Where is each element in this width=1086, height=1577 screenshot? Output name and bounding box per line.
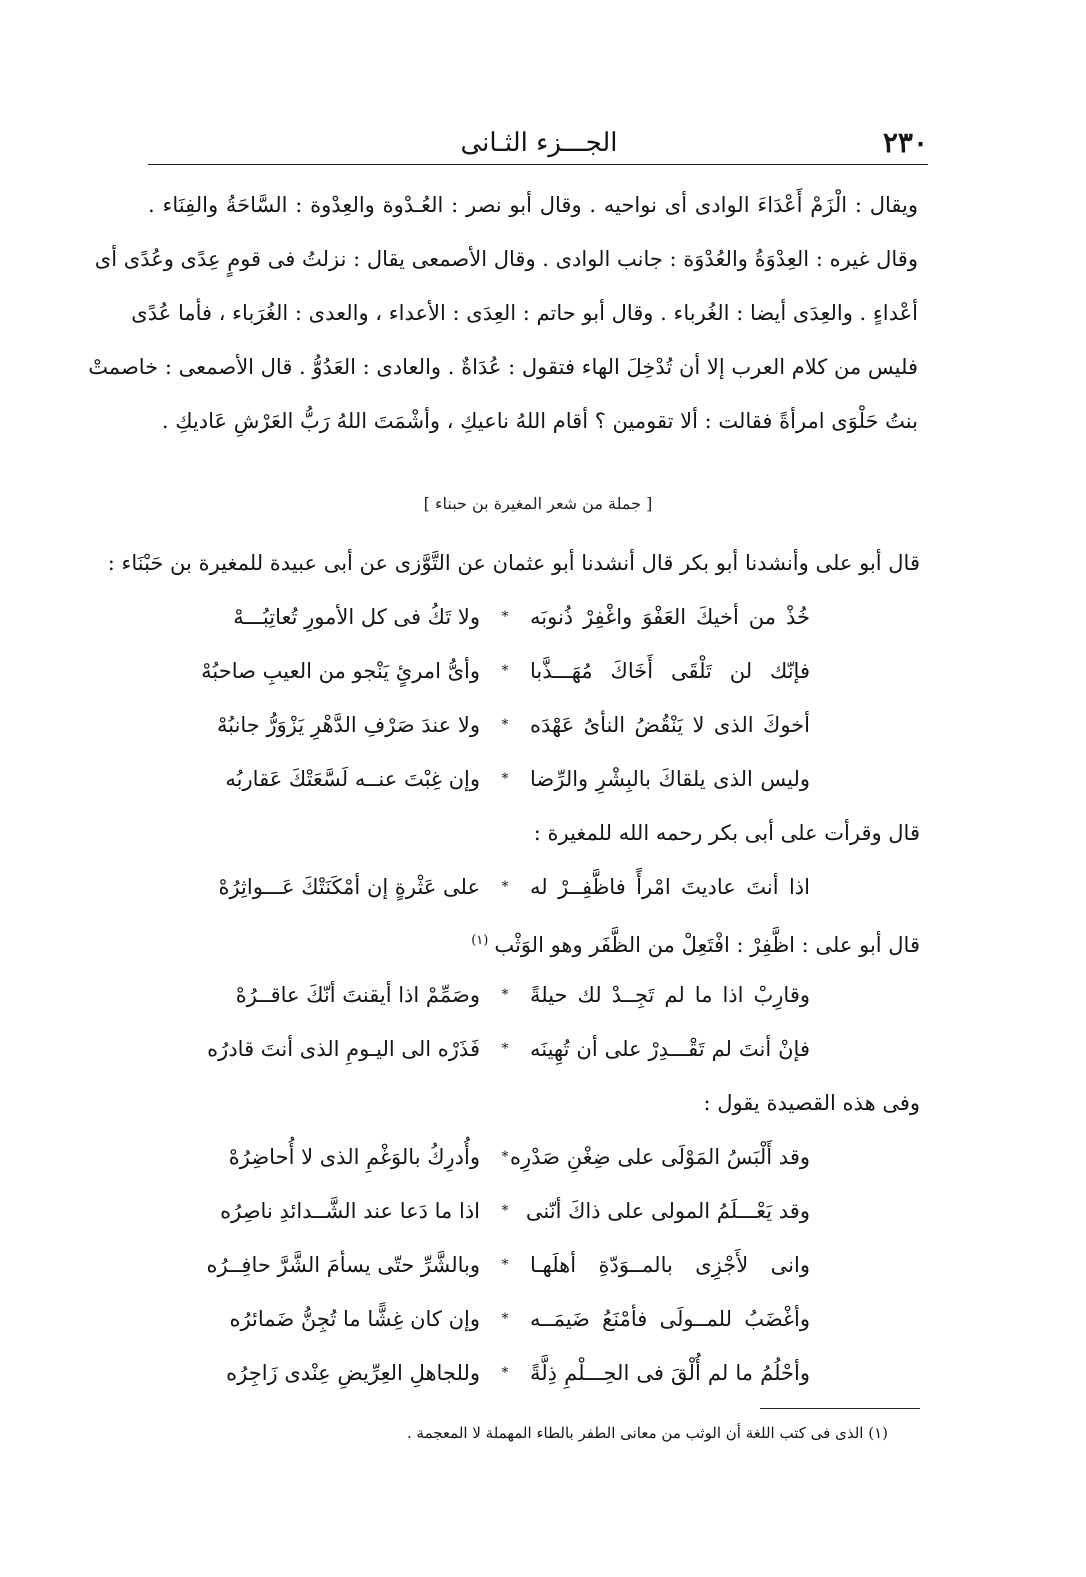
verse [140, 1292, 920, 1346]
footnote-marker: (١) [471, 933, 489, 948]
verse-second-hemistich: اذا ما دَعا عند الشَّــدائدِ ناصِرُه [220, 1199, 480, 1223]
verse-first-hemistich: وليس الذى يلقاكَ بالبِشْرِ والرِّضا [530, 767, 810, 791]
verse-first-hemistich: وقد أَلْبَسُ المَوْلَى على ضِغْنِ صَدْرِه [510, 1145, 810, 1169]
verse-second-hemistich: وإن غِبْتَ عنــه لَسَّعَتْكَ عَقاربُه [225, 767, 480, 791]
verse-separator: * [501, 771, 509, 787]
verse-first-hemistich: اذا أنتَ عاديتَ امْرأً فاظَّفِــرْ له [530, 875, 810, 899]
page-number: ٢٣٠ [882, 126, 928, 159]
verse [140, 860, 920, 914]
verse-second-hemistich: ولا تَكُ فى كل الأمورِ تُعاتِبُـــهْ [233, 605, 480, 629]
verse [140, 1346, 920, 1400]
verse-first-hemistich: وأحْلُمُ ما لم أُلْقَ فى الحِـــلْمِ ذِلَّةً [530, 1361, 810, 1385]
verse [140, 698, 920, 752]
verse [140, 1130, 920, 1184]
verse-first-hemistich: وقارِبْ اذا ما لم تَجِــدْ لك حيلةً [530, 983, 810, 1007]
verse [140, 752, 920, 806]
verse-separator: * [501, 717, 509, 733]
poem-intro: وفى هذه القصيدة يقول : [703, 1091, 920, 1115]
verse [140, 644, 920, 698]
verse-separator: * [501, 663, 509, 679]
prose-line: بنتُ حَلْوَى امرأةً فقالت : ألا تقومين ؟ أقام اللهُ ناعيكِ ، وأشْمَتَ اللهُ رَبُّ العَرْشِ عَاديكِ . [161, 409, 918, 433]
verse-separator: * [501, 1149, 509, 1165]
verse-separator: * [501, 1257, 509, 1273]
verse-first-hemistich: وانى لأَجْزِى بالمــوَدّةِ أهلَهـا [530, 1253, 810, 1277]
verse-first-hemistich: فإنّك لن تَلْقَى أَخَاكَ مُهَـــذَّبا [530, 659, 810, 683]
verse [140, 1184, 920, 1238]
verse-second-hemistich: وصَمِّمْ اذا أيقنتَ أنّكَ عاقــرُهْ [235, 983, 480, 1007]
verse-separator: * [501, 609, 509, 625]
poem-intro: قال وقرأت على أبى بكر رحمه الله للمغيرة : [533, 821, 920, 845]
header-rule [148, 164, 928, 165]
poem-intro: قال أبو على وأنشدنا أبو بكر قال أنشدنا أبو عثمان عن التَّوَّزى عن أبى عبيدة للمغيرة بن حَبْنَاء : [107, 551, 920, 575]
prose-paragraph [88, 178, 918, 448]
prose-line: ويقال : الْزَمْ أَعْدَاءَ الوادى أى نواحيه . وقال أبو نصر : العُـدْوة والعِدْوة : السَّاحَةُ والفِنَاء . [148, 193, 918, 217]
verse-first-hemistich: خُذْ من أخيكَ العَفْوَ واغْفِرْ ذُنوبَه [530, 605, 810, 629]
verse-second-hemistich: فَذَرْه الى اليـومِ الذى أنتَ قادرُه [207, 1037, 480, 1061]
verse-second-hemistich: وأىُّ امرئٍ يَنْجو من العيبِ صاحبُهْ [201, 659, 480, 683]
verse-first-hemistich: وقد يَعْـــلَمُ المولى على ذاكَ أنّنى [525, 1199, 810, 1223]
verse-separator: * [501, 1203, 509, 1219]
running-head [150, 122, 928, 162]
verse-first-hemistich: فإنْ أنتَ لم تَقْـــدِرْ على أن تُهِينَه [530, 1037, 810, 1061]
gloss-text: قال أبو على : اظَّفِرْ : افْتَعِلْ من الظَّفَر وهو الوَثْب [494, 933, 920, 957]
running-title: الجـــزء الثـانى [460, 128, 618, 158]
verse [140, 590, 920, 644]
verse-separator: * [501, 987, 509, 1003]
section-heading: [ جملة من شعر المغيرة بن حبناء ] [423, 494, 653, 513]
prose-line: وقال غيره : العِدْوَةُ والعُدْوَة : جانب الوادى . وقال الأصمعى يقال : نزلتُ فى قومٍ عِدًى وعُدًى أى [94, 247, 918, 271]
verse-separator: * [501, 1041, 509, 1057]
verse-second-hemistich: ولا عندَ صَرْفِ الدَّهْرِ يَزْوَرُّ جانبُهْ [216, 713, 480, 737]
verse-separator: * [501, 879, 509, 895]
footnote: (١) الذى فى كتب اللغة أن الوثب من معانى الطفر بالطاء المهملة لا المعجمة . [407, 1424, 888, 1442]
verse-separator: * [501, 1311, 509, 1327]
verse-first-hemistich: وأغْضَبُ للمــولَى فأمْنَعُ ضَيمَــه [530, 1307, 810, 1331]
verse-first-hemistich: أخوكَ الذى لا يَنْقُضُ النأىُ عَهْدَه [530, 713, 810, 737]
verse-second-hemistich: وأُدرِكُ بالوَغْمِ الذى لا أُحاضِرُهْ [228, 1145, 480, 1169]
verse [140, 968, 920, 1022]
poem-block-1 [107, 536, 920, 1400]
verse-second-hemistich: وإن كان غِشًّا ما تُجِنُّ ضَمائرُه [229, 1307, 480, 1331]
prose-line: فليس من كلام العرب إلا أن تُدْخِلَ الهاء فتقول : عُدَاةٌ . والعادى : العَدُوُّ . قال الأصمعى : خاصمتْ [88, 355, 918, 379]
verse-second-hemistich: على عَثْرةٍ إن أمْكَنَتْكَ عَـــواثِرُهْ [218, 875, 480, 899]
footnote-rule [760, 1408, 920, 1409]
verse [140, 1022, 920, 1076]
gloss-line [140, 914, 920, 968]
verse-second-hemistich: وبالشَّرِّ حتّى يسأمَ الشَّرَّ حافِــرُه [206, 1253, 480, 1277]
verse [140, 1238, 920, 1292]
verse-second-hemistich: وللجاهلِ العِرِّيضِ عِنْدى زَاجِرُه [226, 1361, 480, 1385]
prose-line: أعْداءٍ . والعِدَى أيضا : الغُرباء . وقال أبو حاتم : العِدَى : الأعداء ، والعدى : الغُرَباء ، فأما عُدًى [131, 301, 918, 325]
verse-separator: * [501, 1365, 509, 1381]
